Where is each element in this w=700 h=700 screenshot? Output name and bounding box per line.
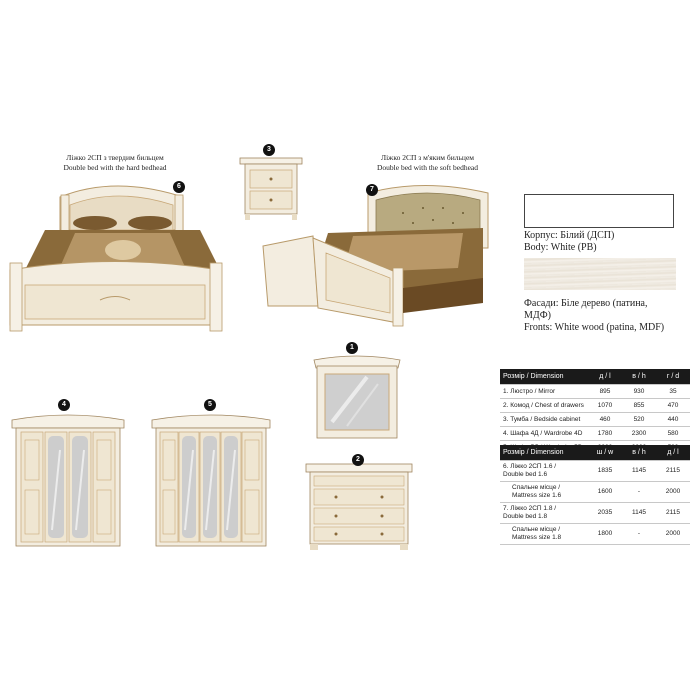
table-cell: 4. Шафа 4Д / Wardrobe 4D: [500, 427, 588, 441]
dimensions-table-2: [500, 445, 690, 545]
bed-soft-image: [258, 178, 488, 328]
bed-hard-caption-en: Double bed with the hard bedhead: [63, 163, 167, 172]
table-row: [500, 385, 690, 399]
table-row: [500, 399, 690, 413]
table-cell: 1780: [588, 427, 622, 441]
bed-hard-badge: 6: [173, 181, 185, 193]
table-2-header-width: ш / w: [588, 445, 622, 461]
body-material-uk: Корпус: Білий (ДСП): [524, 230, 615, 241]
bedside-cabinet-badge: 3: [263, 144, 275, 156]
bed-soft-caption: [355, 153, 500, 173]
table-cell: 2115: [656, 503, 690, 524]
table-cell: 470: [656, 399, 690, 413]
wardrobe-5d-image: [152, 410, 270, 552]
table-1-header: [500, 369, 690, 385]
table-cell: -: [622, 482, 656, 503]
table-cell: [500, 524, 588, 545]
table-cell: 1. Люстро / Mirror: [500, 385, 588, 399]
table-cell: 35: [656, 385, 690, 399]
table-cell: [500, 482, 588, 503]
body-material-label: [524, 230, 614, 254]
table-1-header-length: д / l: [588, 369, 622, 385]
dimensions-table-1: [500, 369, 690, 455]
table-cell: [500, 503, 588, 524]
table-cell: 2115: [656, 461, 690, 482]
table-2-header-length: д / l: [656, 445, 690, 461]
mirror-image: [312, 352, 402, 442]
table-1-header-height: в / h: [622, 369, 656, 385]
row-label-line-1: Спальне місце /: [512, 484, 561, 491]
wardrobe-4d-badge: 4: [58, 399, 70, 411]
table-cell: 895: [588, 385, 622, 399]
chest-of-drawers-badge: 2: [352, 454, 364, 466]
fronts-material-uk-cont: МДФ): [524, 310, 551, 321]
bed-soft-caption-en: Double bed with the soft bedhead: [376, 163, 478, 172]
bed-soft-caption-uk: Ліжко 2СП з м'яким бильцем: [380, 153, 475, 162]
fronts-wood-swatch: [524, 258, 676, 290]
row-label-line-2: Mattress size 1.8: [512, 534, 562, 541]
bed-hard-caption-uk: Ліжко 2СП з твердим бильцем: [66, 153, 164, 162]
fronts-material-label: [524, 298, 664, 334]
fronts-material-uk: Фасади: Біле дерево (патина,: [524, 298, 648, 309]
table-cell: 855: [622, 399, 656, 413]
table-cell: 1145: [622, 503, 656, 524]
table-cell: 460: [588, 413, 622, 427]
table-cell: 1145: [622, 461, 656, 482]
table-row: [500, 482, 690, 503]
row-label-line-1: 7. Ліжко 2СП 1.8 /: [503, 505, 557, 512]
row-label-line-2: Double bed 1.6: [503, 471, 548, 478]
table-cell: 3. Тумба / Bedside cabinet: [500, 413, 588, 427]
table-cell: 930: [622, 385, 656, 399]
chest-of-drawers-image: [306, 464, 412, 550]
table-row: [500, 524, 690, 545]
table-cell: [500, 461, 588, 482]
bed-hard-image: [5, 175, 230, 340]
table-cell: 1070: [588, 399, 622, 413]
table-cell: 2. Комод / Chest of drawers: [500, 399, 588, 413]
table-2-header: [500, 445, 690, 461]
table-row: [500, 427, 690, 441]
table-cell: 1835: [588, 461, 622, 482]
table-cell: -: [622, 524, 656, 545]
bed-soft-badge: 7: [366, 184, 378, 196]
table-1-header-dimension: Розмір / Dimension: [500, 369, 588, 385]
table-row: [500, 413, 690, 427]
body-material-en: Body: White (PB): [524, 242, 597, 253]
mirror-badge: 1: [346, 342, 358, 354]
table-row: [500, 461, 690, 482]
table-cell: 580: [656, 427, 690, 441]
row-label-line-1: 6. Ліжко 2СП 1.6 /: [503, 463, 557, 470]
row-label-line-2: Mattress size 1.6: [512, 492, 562, 499]
table-1-header-depth: г / d: [656, 369, 690, 385]
table-cell: 2035: [588, 503, 622, 524]
table-2-header-dimension: Розмір / Dimension: [500, 445, 588, 461]
row-label-line-2: Double bed 1.8: [503, 513, 548, 520]
table-2-header-height: в / h: [622, 445, 656, 461]
table-cell: 2000: [656, 524, 690, 545]
body-color-swatch: [524, 194, 674, 228]
table-cell: 1600: [588, 482, 622, 503]
bed-hard-caption: [40, 153, 190, 173]
table-cell: 2000: [656, 482, 690, 503]
table-cell: 520: [622, 413, 656, 427]
table-row: [500, 503, 690, 524]
fronts-material-en: Fronts: White wood (patina, MDF): [524, 322, 665, 333]
table-cell: 2300: [622, 427, 656, 441]
row-label-line-1: Спальне місце /: [512, 526, 561, 533]
wardrobe-5d-badge: 5: [204, 399, 216, 411]
table-cell: 1800: [588, 524, 622, 545]
table-cell: 440: [656, 413, 690, 427]
wardrobe-4d-image: [12, 410, 124, 552]
